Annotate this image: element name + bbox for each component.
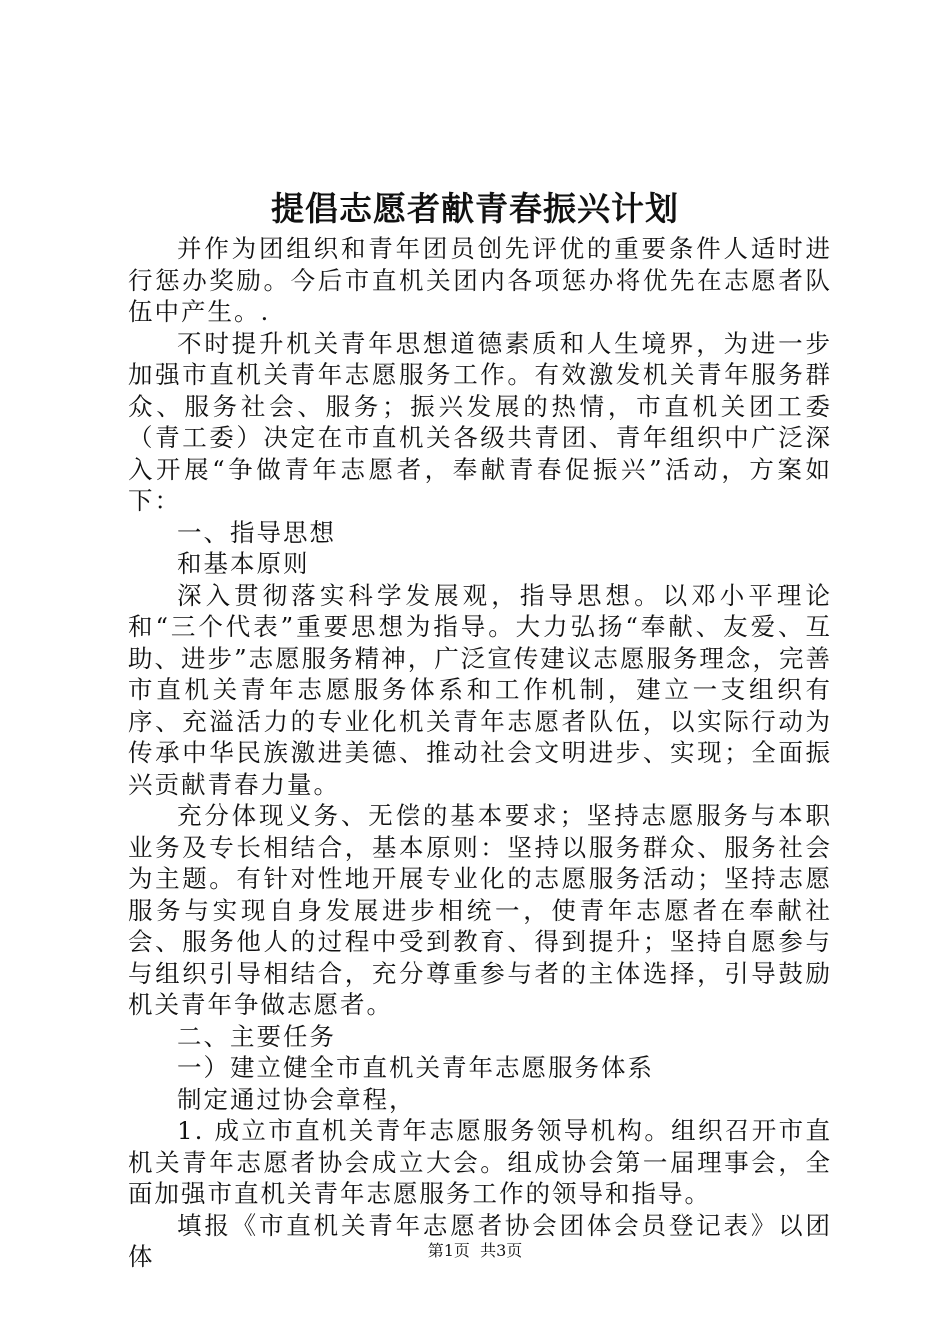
page-number: 第1页 <box>427 1241 470 1260</box>
paragraph: 制定通过协会章程， <box>177 1084 416 1114</box>
paragraph: 填报《市直机关青年志愿者协会团体会员登记表》以团体 <box>128 1210 832 1271</box>
document-title: 提倡志愿者献青春振兴计划 <box>271 189 679 228</box>
paragraph: 充分体现义务、无偿的基本要求；坚持志愿服务与本职业务及专长相结合，基本原则：坚持以服务群众、服务社会为主题。有针对性地开展专业化的志愿服务活动；坚持志愿服务与实现自身发展进步相统一，使青年志愿者在奉献社会、服务他人的过程中受到教育、得到提升；坚持自愿参与与组织引导相结合，充分尊重参与者的主体选择，引导鼓励机关青年争做志愿者。 <box>128 801 832 1019</box>
paragraph: 不时提升机关青年思想道德素质和人生境界，为进一步加强市直机关青年志愿服务工作。有效激发机关青年服务群众、服务社会、服务；振兴发展的热情，市直机关团工委（青工委）决定在市直机关各级共青团、青年组织中广泛深入开展“争做青年志愿者，奉献青春促振兴”活动，方案如下： <box>128 328 832 515</box>
document-body <box>128 233 832 1273</box>
paragraph: 并作为团组织和青年团员创先评优的重要条件人适时进行惩办奖励。今后市直机关团内各项惩办将优先在志愿者队伍中产生。. <box>128 234 832 326</box>
paragraph: 1. 成立市直机关青年志愿服务领导机构。组织召开市直机关青年志愿者协会成立大会。组成协会第一届理事会，全面加强市直机关青年志愿服务工作的领导和指导。 <box>128 1116 832 1208</box>
page-footer <box>0 1240 950 1262</box>
section-heading: 一、指导思想 <box>177 517 336 547</box>
page-total: 共3页 <box>480 1241 523 1260</box>
paragraph: 深入贯彻落实科学发展观，指导思想。以邓小平理论和“三个代表”重要思想为指导。大力弘扬“奉献、友爱、互助、进步”志愿服务精神，广泛宣传建议志愿服务理念，完善市直机关青年志愿服务体系和工作机制，建立一支组织有序、充溢活力的专业化机关青年志愿者队伍，以实际行动为传承中华民族激进美德、推动社会文明进步、实现；全面振兴贡献青春力量。 <box>128 580 832 799</box>
subsection-heading: 一）建立健全市直机关青年志愿服务体系 <box>177 1053 654 1082</box>
section-heading: 二、主要任务 <box>177 1021 336 1051</box>
section-heading-continued: 和基本原则 <box>177 549 310 578</box>
